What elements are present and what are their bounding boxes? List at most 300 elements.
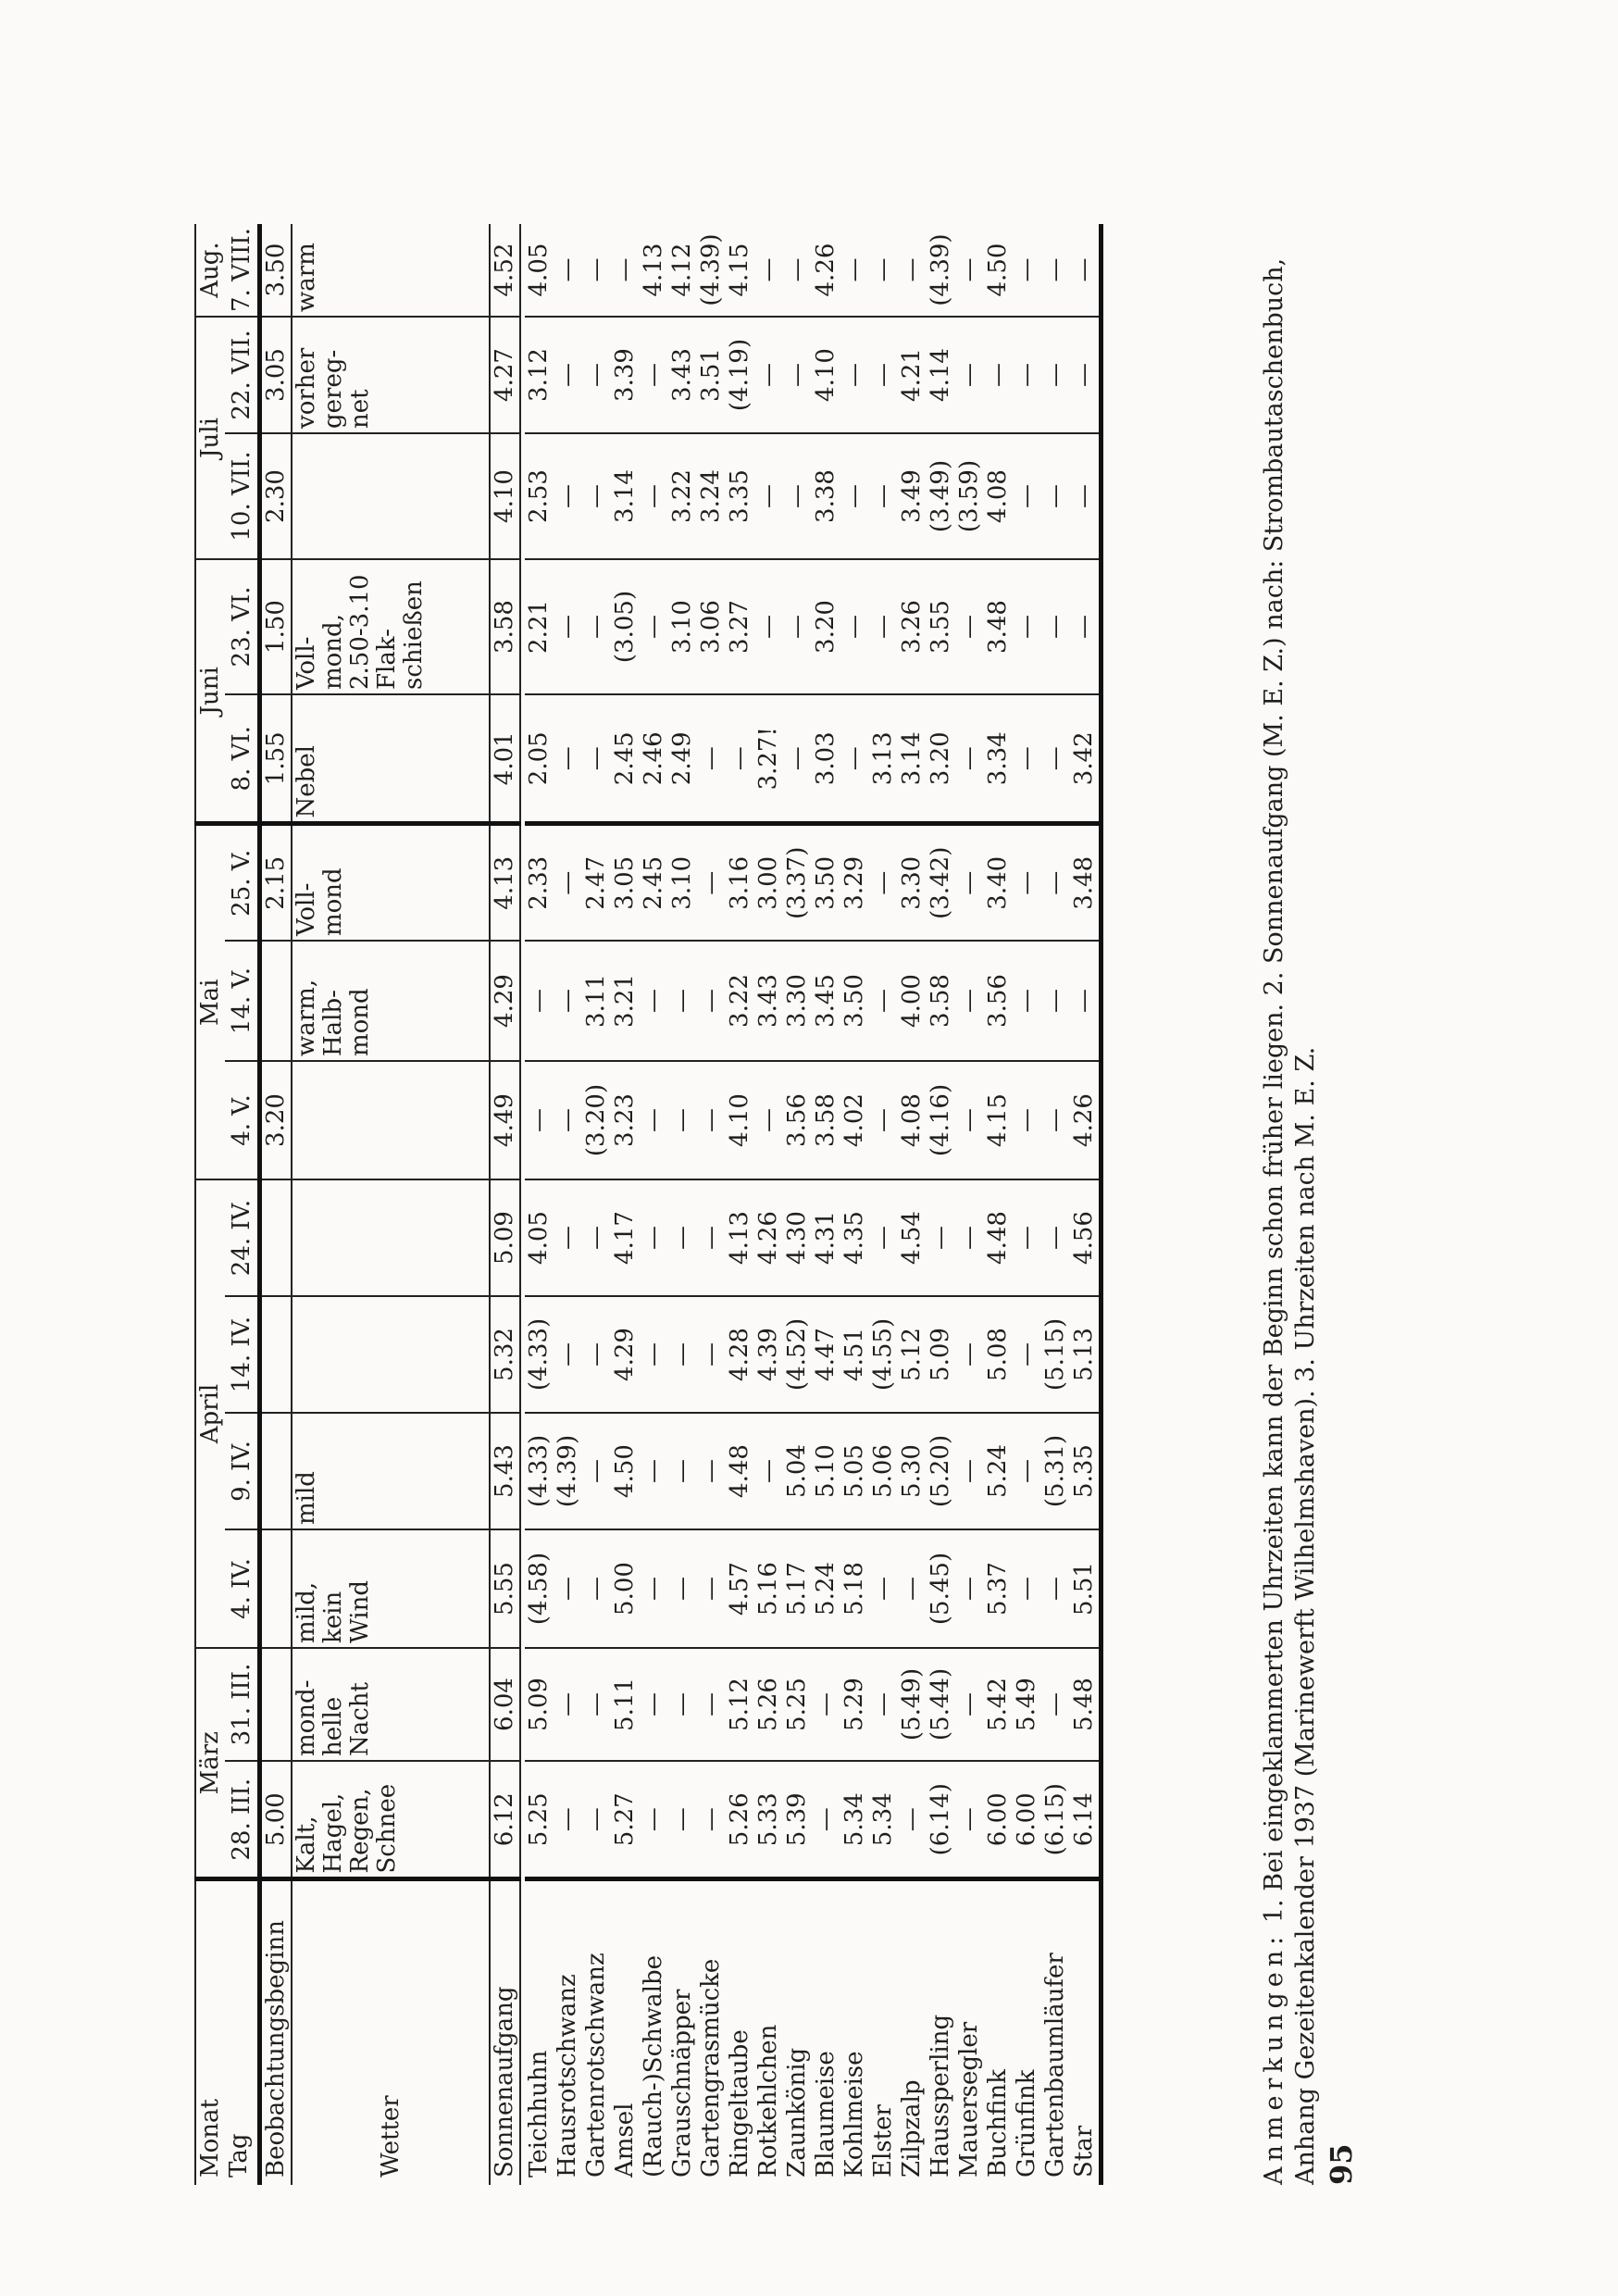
bird-time-cell: — [582, 694, 611, 824]
bird-time-cell: — [783, 317, 812, 433]
bird-time-cell: — [840, 559, 869, 694]
bird-time-cell: — [1041, 941, 1070, 1061]
bird-time-cell: 3.45 [812, 941, 840, 1061]
day-header: 25. V. [225, 824, 260, 941]
bird-row [726, 224, 754, 2185]
bird-time-cell: 3.49 [898, 433, 927, 559]
bird-time-cell: 3.34 [984, 694, 1013, 824]
bird-time-cell: 5.42 [984, 1648, 1013, 1761]
bird-time-cell: — [1013, 559, 1041, 694]
bird-time-cell: (3.42) [927, 824, 955, 941]
bird-time-cell: — [955, 317, 984, 433]
bird-time-cell: 3.40 [984, 824, 1013, 941]
bird-time-cell: 4.57 [726, 1529, 754, 1648]
bird-time-cell: — [783, 694, 812, 824]
bird-time-cell: — [1041, 1529, 1070, 1648]
bird-time-cell: — [898, 1761, 927, 1879]
bird-time-cell: 3.16 [726, 824, 754, 941]
day-header: 14. V. [225, 941, 260, 1061]
bird-row [554, 224, 582, 2185]
bird-time-cell: 4.12 [668, 224, 697, 317]
bird-name: Buchfink [984, 2069, 1012, 2177]
bird-time-cell: — [869, 224, 898, 317]
bird-time-cell: — [955, 941, 984, 1061]
wetter-cell: warm, Halb-mond [292, 941, 490, 1061]
bird-time-cell: — [869, 559, 898, 694]
wetter-cell: Voll-mond, 2.50-3.10 Flak-schießen [292, 559, 490, 694]
bird-time-cell: 2.46 [640, 694, 668, 824]
bird-time-cell: — [640, 1413, 668, 1529]
rotated-table-page [194, 167, 1370, 2185]
bird-time-cell: — [1013, 1413, 1041, 1529]
bird-time-cell: 3.22 [668, 433, 697, 559]
notes-block [1259, 167, 1322, 2185]
bird-time-cell: 4.48 [726, 1413, 754, 1529]
bird-time-cell: (5.44) [927, 1648, 955, 1761]
bird-time-cell: — [697, 694, 726, 824]
bird-time-cell: — [1070, 433, 1101, 559]
bird-time-cell: — [640, 559, 668, 694]
bird-name: Gartenbaumläufer [1041, 1953, 1069, 2177]
bird-time-cell: 5.34 [869, 1761, 898, 1879]
bird-time-cell: (6.15) [1041, 1761, 1070, 1879]
bird-time-cell: — [582, 1296, 611, 1413]
bird-time-cell: — [1041, 317, 1070, 433]
bird-time-cell: 5.25 [525, 1761, 554, 1879]
bird-time-cell: — [955, 824, 984, 941]
bird-time-cell: 3.03 [812, 694, 840, 824]
bird-time-cell: 3.22 [726, 941, 754, 1061]
bird-time-cell: (5.49) [898, 1648, 927, 1761]
bird-time-cell: 3.30 [898, 824, 927, 941]
bird-row [783, 224, 812, 2185]
bird-time-cell: — [640, 433, 668, 559]
bird-time-cell: — [955, 1179, 984, 1296]
bird-name: Teichhuhn [525, 2050, 553, 2177]
bird-time-cell: 4.50 [611, 1413, 640, 1529]
bird-name: Elster [869, 2104, 897, 2177]
bird-time-cell: 5.33 [754, 1761, 783, 1879]
bird-time-cell: — [554, 224, 582, 317]
month-maerz: März [195, 1648, 225, 1879]
bird-time-cell: 3.58 [812, 1061, 840, 1179]
bird-time-cell: 6.00 [984, 1761, 1013, 1879]
bird-time-cell: — [554, 559, 582, 694]
bird-time-cell: — [754, 559, 783, 694]
bird-time-cell: 5.10 [812, 1413, 840, 1529]
bird-time-cell: — [697, 1761, 726, 1879]
bird-time-cell: — [754, 1061, 783, 1179]
bird-time-cell: 2.21 [525, 559, 554, 694]
bird-time-cell: — [984, 317, 1013, 433]
bird-time-cell: — [1041, 224, 1070, 317]
day-header: 14. IV. [225, 1296, 260, 1413]
notes-label: Anmerkungen: [1260, 1930, 1288, 2185]
bird-time-cell: 6.00 [1013, 1761, 1041, 1879]
bird-time-cell: 4.26 [1070, 1061, 1101, 1179]
bird-time-cell: 3.10 [668, 824, 697, 941]
bird-row [812, 224, 840, 2185]
bird-time-cell: — [726, 694, 754, 824]
bird-time-cell: 3.05 [611, 824, 640, 941]
bird-time-cell: — [1070, 224, 1101, 317]
day-header: 23. VI. [225, 559, 260, 694]
wetter-cell: mild, kein Wind [292, 1529, 490, 1648]
month-mai: Mai [195, 824, 225, 1179]
bird-time-cell: — [840, 317, 869, 433]
bird-time-cell: 5.24 [984, 1413, 1013, 1529]
bird-time-cell: 4.26 [754, 1179, 783, 1296]
bird-time-cell: (4.33) [525, 1413, 554, 1529]
bird-time-cell: (4.58) [525, 1529, 554, 1648]
bird-time-cell: — [955, 1296, 984, 1413]
bird-time-cell: — [783, 433, 812, 559]
bird-time-cell: — [697, 1529, 726, 1648]
bird-time-cell: — [1041, 1648, 1070, 1761]
bird-time-cell: 2.47 [582, 824, 611, 941]
bird-time-cell: 5.06 [869, 1413, 898, 1529]
bird-time-cell: — [955, 1529, 984, 1648]
bird-time-cell: — [554, 941, 582, 1061]
bird-time-cell: 5.05 [840, 1413, 869, 1529]
bird-time-cell: 5.12 [726, 1648, 754, 1761]
bird-time-cell: 5.29 [840, 1648, 869, 1761]
bird-time-cell: — [668, 941, 697, 1061]
bird-time-cell: — [955, 1061, 984, 1179]
bird-time-cell: — [554, 1529, 582, 1648]
bird-time-cell: 2.53 [525, 433, 554, 559]
month-juni: Juni [195, 559, 225, 824]
begin-cell: 5.00 [260, 1761, 292, 1879]
bird-time-cell: 5.24 [812, 1529, 840, 1648]
bird-name: Haussperling [927, 2014, 954, 2177]
bird-time-cell: — [554, 694, 582, 824]
bird-time-cell: — [1013, 1296, 1041, 1413]
wetter-cell: vorher gereg-net [292, 317, 490, 433]
bird-time-cell: 4.10 [812, 317, 840, 433]
bird-time-cell: 4.28 [726, 1296, 754, 1413]
bird-time-cell: 3.43 [668, 317, 697, 433]
bird-time-cell: — [955, 1413, 984, 1529]
bird-time-cell: 4.17 [611, 1179, 640, 1296]
bird-time-cell: 5.30 [898, 1413, 927, 1529]
beobachtungsbeginn-label: Beobachtungsbeginn [260, 1879, 292, 2185]
bird-row [898, 224, 927, 2185]
bird-time-cell: 3.21 [611, 941, 640, 1061]
bird-time-cell: 3.39 [611, 317, 640, 433]
bird-time-cell: 5.34 [840, 1761, 869, 1879]
bird-time-cell: — [668, 1061, 697, 1179]
bird-time-cell: — [554, 317, 582, 433]
bird-time-cell: 5.16 [754, 1529, 783, 1648]
bird-time-cell: 4.26 [812, 224, 840, 317]
sunrise-cell: 5.32 [490, 1296, 520, 1413]
sunrise-cell: 6.04 [490, 1648, 520, 1761]
bird-time-cell: 4.30 [783, 1179, 812, 1296]
bird-time-cell: 5.27 [611, 1761, 640, 1879]
monat-label: Monat [195, 1879, 225, 2185]
bird-time-cell: — [640, 1179, 668, 1296]
bird-time-cell: — [1013, 317, 1041, 433]
bird-time-cell: — [611, 224, 640, 317]
bird-time-cell: 4.10 [726, 1061, 754, 1179]
begin-cell: 3.20 [260, 1061, 292, 1179]
bird-time-cell: (4.39) [927, 224, 955, 317]
bird-row [640, 224, 668, 2185]
bird-time-cell: — [697, 941, 726, 1061]
day-header: 4. IV. [225, 1529, 260, 1648]
bird-time-cell: 5.12 [898, 1296, 927, 1413]
day-header: 8. VI. [225, 694, 260, 824]
bird-time-cell: (4.39) [554, 1413, 582, 1529]
bird-time-cell: 4.05 [525, 1179, 554, 1296]
begin-cell: 2.30 [260, 433, 292, 559]
bird-name: Amsel [611, 2103, 639, 2177]
bird-time-cell: 3.50 [840, 941, 869, 1061]
bird-time-cell: 3.58 [927, 941, 955, 1061]
bird-time-cell: 5.49 [1013, 1648, 1041, 1761]
sunrise-cell: 3.58 [490, 559, 520, 694]
page-number: 95 [1324, 2143, 1359, 2185]
bird-time-cell: — [754, 1413, 783, 1529]
bird-time-cell: — [754, 433, 783, 559]
bird-time-cell: — [582, 317, 611, 433]
bird-time-cell: 3.30 [783, 941, 812, 1061]
bird-time-cell: 4.15 [726, 224, 754, 317]
month-juli: Juli [195, 317, 225, 559]
bird-time-cell: (6.14) [927, 1761, 955, 1879]
bird-song-table [194, 224, 1103, 2185]
bird-time-cell: — [554, 1648, 582, 1761]
bird-time-cell: 3.35 [726, 433, 754, 559]
bird-time-cell: 3.14 [611, 433, 640, 559]
bird-time-cell: — [668, 1413, 697, 1529]
bird-time-cell: 4.50 [984, 224, 1013, 317]
bird-time-cell: — [898, 224, 927, 317]
bird-time-cell: 3.27 [726, 559, 754, 694]
bird-time-cell: 2.45 [640, 824, 668, 941]
bird-time-cell: — [1041, 1179, 1070, 1296]
bird-time-cell: 3.13 [869, 694, 898, 824]
begin-cell: 1.55 [260, 694, 292, 824]
bird-time-cell: — [582, 1179, 611, 1296]
begin-cell [260, 1296, 292, 1413]
bird-time-cell: — [898, 1529, 927, 1648]
month-aug: Aug. [195, 224, 225, 317]
bird-time-cell: 3.29 [840, 824, 869, 941]
bird-time-cell: — [582, 224, 611, 317]
bird-time-cell: 4.02 [840, 1061, 869, 1179]
bird-time-cell: — [554, 1761, 582, 1879]
bird-time-cell: 5.04 [783, 1413, 812, 1529]
bird-time-cell: — [1041, 433, 1070, 559]
begin-cell [260, 1529, 292, 1648]
wetter-cell: Voll-mond [292, 824, 490, 941]
bird-time-cell: — [783, 559, 812, 694]
wetter-cell [292, 1179, 490, 1296]
day-header: 7. VIII. [225, 224, 260, 317]
bird-time-cell: 4.08 [898, 1061, 927, 1179]
bird-time-cell: — [812, 1761, 840, 1879]
bird-time-cell: 5.17 [783, 1529, 812, 1648]
wetter-cell [292, 1296, 490, 1413]
bird-time-cell: 4.00 [898, 941, 927, 1061]
bird-time-cell: 4.51 [840, 1296, 869, 1413]
bird-time-cell: (4.16) [927, 1061, 955, 1179]
bird-time-cell: 3.38 [812, 433, 840, 559]
bird-name: Gartenrotschwanz [582, 1953, 610, 2177]
bird-time-cell: 2.33 [525, 824, 554, 941]
bird-time-cell: — [697, 1061, 726, 1179]
bird-time-cell: — [1013, 694, 1041, 824]
wetter-cell: mild [292, 1413, 490, 1529]
bird-time-cell: — [640, 1061, 668, 1179]
bird-time-cell: 4.31 [812, 1179, 840, 1296]
bird-time-cell: — [640, 941, 668, 1061]
begin-cell: 3.50 [260, 224, 292, 317]
begin-cell: 3.05 [260, 317, 292, 433]
bird-time-cell: — [869, 824, 898, 941]
bird-name: Zaunkönig [783, 2047, 811, 2177]
bird-row [668, 224, 697, 2185]
bird-time-cell: — [869, 317, 898, 433]
bird-time-cell: 3.50 [812, 824, 840, 941]
bird-time-cell: — [582, 559, 611, 694]
wetter-cell [292, 1061, 490, 1179]
bird-time-cell: 4.13 [726, 1179, 754, 1296]
bird-time-cell: — [668, 1529, 697, 1648]
day-header: 10. VII. [225, 433, 260, 559]
day-header: 28. III. [225, 1761, 260, 1879]
sonnenaufgang-label: Sonnenaufgang [490, 1879, 520, 2185]
bird-time-cell: — [1013, 1179, 1041, 1296]
bird-row [1041, 224, 1070, 2185]
bird-name: Grauschnäpper [668, 1989, 696, 2177]
bird-time-cell: 4.29 [611, 1296, 640, 1413]
bird-time-cell: 3.11 [582, 941, 611, 1061]
bird-time-cell: 3.27! [754, 694, 783, 824]
bird-time-cell: 3.56 [984, 941, 1013, 1061]
bird-time-cell: 3.14 [898, 694, 927, 824]
bird-time-cell: — [525, 941, 554, 1061]
bird-time-cell: (3.05) [611, 559, 640, 694]
sunrise-cell: 5.09 [490, 1179, 520, 1296]
bird-time-cell: — [1013, 1061, 1041, 1179]
bird-time-cell: 3.56 [783, 1061, 812, 1179]
sunrise-cell: 4.49 [490, 1061, 520, 1179]
bird-time-cell: — [840, 224, 869, 317]
bird-time-cell: 4.35 [840, 1179, 869, 1296]
bird-time-cell: 3.20 [812, 559, 840, 694]
bird-time-cell: 3.20 [927, 694, 955, 824]
bird-time-cell: 5.37 [984, 1529, 1013, 1648]
bird-time-cell: — [582, 1648, 611, 1761]
sunrise-cell: 5.43 [490, 1413, 520, 1529]
notes-text: 1. Bei eingeklammerten Uhrzeiten kann der Beginn schon früher liegen. 2. Sonnenaufgang (M. E. Z.) nach: Strombautaschenbuch, Anhang Gezeitenkalender 1937 (Marinewerft Wilhelmshaven). 3. Uhrzeiten nach M. E. Z. [1260, 257, 1320, 2185]
bird-time-cell: 4.14 [927, 317, 955, 433]
bird-time-cell: — [554, 824, 582, 941]
sunrise-cell: 4.13 [490, 824, 520, 941]
sunrise-cell: 5.55 [490, 1529, 520, 1648]
bird-time-cell: 5.25 [783, 1648, 812, 1761]
bird-time-cell: — [1013, 941, 1041, 1061]
bird-time-cell: (4.19) [726, 317, 754, 433]
bird-row [840, 224, 869, 2185]
bird-time-cell: — [1070, 559, 1101, 694]
bird-time-cell: 5.51 [1070, 1529, 1101, 1648]
sunrise-cell: 4.01 [490, 694, 520, 824]
bird-time-cell: 4.54 [898, 1179, 927, 1296]
bird-time-cell: — [582, 1413, 611, 1529]
bird-time-cell: 4.08 [984, 433, 1013, 559]
bird-time-cell: 5.26 [726, 1761, 754, 1879]
bird-time-cell: 5.08 [984, 1296, 1013, 1413]
bird-time-cell: (4.33) [525, 1296, 554, 1413]
bird-time-cell: 4.15 [984, 1061, 1013, 1179]
bird-time-cell: — [668, 1179, 697, 1296]
bird-time-cell: — [668, 1648, 697, 1761]
bird-time-cell: 4.13 [640, 224, 668, 317]
bird-time-cell: — [697, 824, 726, 941]
bird-time-cell: (4.39) [697, 224, 726, 317]
bird-time-cell: 5.09 [525, 1648, 554, 1761]
bird-time-cell: — [697, 1413, 726, 1529]
bird-time-cell: — [582, 1761, 611, 1879]
begin-cell: 2.15 [260, 824, 292, 941]
bird-time-cell: 5.48 [1070, 1648, 1101, 1761]
bird-time-cell: — [1070, 941, 1101, 1061]
bird-time-cell: — [869, 1648, 898, 1761]
bird-time-cell: — [869, 1179, 898, 1296]
wetter-cell: warm [292, 224, 490, 317]
bird-time-cell: — [927, 1179, 955, 1296]
bird-row [611, 224, 640, 2185]
bird-time-cell: 5.39 [783, 1761, 812, 1879]
bird-time-cell: (5.15) [1041, 1296, 1070, 1413]
sunrise-cell: 6.12 [490, 1761, 520, 1879]
bird-time-cell: — [554, 433, 582, 559]
bird-time-cell: (4.52) [783, 1296, 812, 1413]
bird-time-cell: (3.20) [582, 1061, 611, 1179]
bird-name: Zilpzalp [898, 2079, 926, 2177]
bird-time-cell: 5.26 [754, 1648, 783, 1761]
bird-time-cell: — [1041, 824, 1070, 941]
bird-time-cell: (5.20) [927, 1413, 955, 1529]
bird-name: Blaumeise [812, 2051, 840, 2177]
bird-row [754, 224, 783, 2185]
bird-time-cell: (3.59) [955, 433, 984, 559]
bird-time-cell: — [1013, 824, 1041, 941]
bird-time-cell: (3.49) [927, 433, 955, 559]
bird-time-cell: — [955, 694, 984, 824]
bird-time-cell: — [668, 1761, 697, 1879]
day-header: 4. V. [225, 1061, 260, 1179]
bird-row [869, 224, 898, 2185]
bird-row [582, 224, 611, 2185]
bird-name: Rotkehlchen [754, 2024, 782, 2177]
bird-time-cell: 3.06 [697, 559, 726, 694]
bird-time-cell: — [840, 433, 869, 559]
bird-name: (Rauch-)Schwalbe [640, 1954, 667, 2177]
wetter-cell: Nebel [292, 694, 490, 824]
bird-time-cell: 5.11 [611, 1648, 640, 1761]
bird-time-cell: 4.21 [898, 317, 927, 433]
begin-cell [260, 1413, 292, 1529]
bird-time-cell: 3.51 [697, 317, 726, 433]
bird-time-cell: 3.00 [754, 824, 783, 941]
wetter-label: Wetter [292, 1879, 490, 2185]
bird-time-cell: 4.05 [525, 224, 554, 317]
